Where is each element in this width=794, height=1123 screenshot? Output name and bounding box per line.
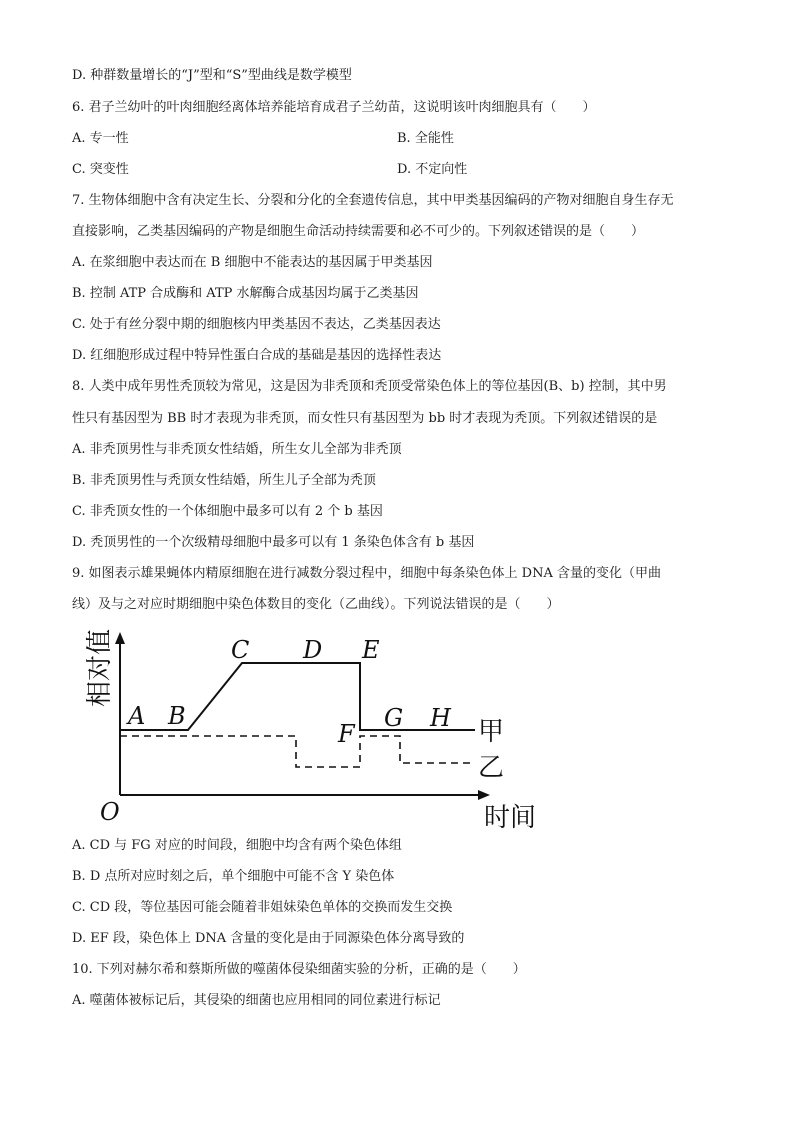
question-7-option-c: C. 处于有丝分裂中期的细胞核内甲类基因不表达，乙类基因表达 <box>72 317 441 332</box>
y-axis-label: 相对值 <box>85 628 115 708</box>
question-10-stem: 10. 下列对赫尔希和蔡斯所做的噬菌体侵染细菌实验的分析，正确的是（ ） <box>72 962 526 977</box>
point-d-label: D <box>303 636 323 664</box>
question-10-option-a: A. 噬菌体被标记后，其侵染的细菌也应用相同的同位素进行标记 <box>72 993 441 1008</box>
question-8-option-b: B. 非秃顶男性与秃顶女性结婚，所生儿子全部为秃顶 <box>72 473 376 488</box>
question-6-option-d: D. 不定向性 <box>397 162 468 177</box>
question-6-stem: 6. 君子兰幼叶的叶肉细胞经离体培养能培育成君子兰幼苗，这说明该叶肉细胞具有（ ） <box>72 100 596 115</box>
point-b-label: B <box>168 702 186 730</box>
question-9-option-b: B. D 点所对应时刻之后，单个细胞中可能不含 Y 染色体 <box>72 869 395 884</box>
question-7-option-b: B. 控制 ATP 合成酶和 ATP 水解酶合成基因均属于乙类基因 <box>72 286 419 301</box>
origin-label: O <box>100 798 120 826</box>
point-c-label: C <box>231 636 250 664</box>
x-axis-label: 时间 <box>484 803 537 833</box>
y-axis-arrow <box>115 632 125 644</box>
question-7-stem-continued: 直接影响，乙类基因编码的产物是细胞生命活动持续需要和必不可少的。下列叙述错误的是（ ） <box>72 224 645 239</box>
question-8-stem-continued: 性只有基因型为 BB 时才表现为非秃顶，而女性只有基因型为 bb 时才表现为秃顶。下列叙述错误的是 <box>72 411 658 426</box>
question-9-option-d: D. EF 段，染色体上 DNA 含量的变化是由于同源染色体分离导致的 <box>72 931 465 946</box>
question-7-option-d: D. 红细胞形成过程中特异性蛋白合成的基础是基因的选择性表达 <box>72 348 442 363</box>
point-h-label: H <box>430 704 451 732</box>
point-e-label: E <box>362 636 380 664</box>
question-8-option-a: A. 非秃顶男性与非秃顶女性结婚，所生女儿全部为非秃顶 <box>72 442 402 457</box>
point-f-label: F <box>338 720 355 748</box>
question-6-option-c: C. 突变性 <box>72 162 129 177</box>
question-6-option-b: B. 全能性 <box>397 131 454 146</box>
question-6-option-a: A. 专一性 <box>72 131 129 146</box>
question-8-stem: 8. 人类中成年男性秃顶较为常见，这是因为非秃顶和秃顶受常染色体上的等位基因(B、b) 控制，其中男 <box>72 379 667 394</box>
question-9-option-c: C. CD 段，等位基因可能会随着非姐妹染色单体的交换而发生交换 <box>72 900 453 915</box>
series-jia-label: 甲 <box>478 717 505 747</box>
question-9-stem: 9. 如图表示雄果蝇体内精原细胞在进行减数分裂过程中，细胞中每条染色体上 DNA 含量的变化（甲曲 <box>72 566 661 581</box>
dna-chromosome-figure <box>70 628 550 833</box>
x-axis-arrow <box>478 790 490 800</box>
point-g-label: G <box>384 704 404 732</box>
question-5-option-d: D. 种群数量增长的“J”型和“S”型曲线是数学模型 <box>72 68 352 83</box>
question-8-option-d: D. 秃顶男性的一个次级精母细胞中最多可以有 1 条染色体含有 b 基因 <box>72 535 475 550</box>
question-9-stem-continued: 线）及与之对应时期细胞中染色体数目的变化（乙曲线）。下列说法错误的是（ ） <box>72 597 560 612</box>
question-9-option-a: A. CD 与 FG 对应的时间段，细胞中均含有两个染色体组 <box>72 838 402 853</box>
question-8-option-c: C. 非秃顶女性的一个体细胞中最多可以有 2 个 b 基因 <box>72 504 383 519</box>
series-yi-label: 乙 <box>478 753 505 783</box>
question-7-option-a: A. 在浆细胞中表达而在 B 细胞中不能表达的基因属于甲类基因 <box>72 255 433 270</box>
curve-yi <box>120 736 475 767</box>
question-7-stem: 7. 生物体细胞中含有决定生长、分裂和分化的全套遗传信息，其中甲类基因编码的产物对细胞自身生存无 <box>72 193 674 208</box>
point-a-label: A <box>128 702 146 730</box>
